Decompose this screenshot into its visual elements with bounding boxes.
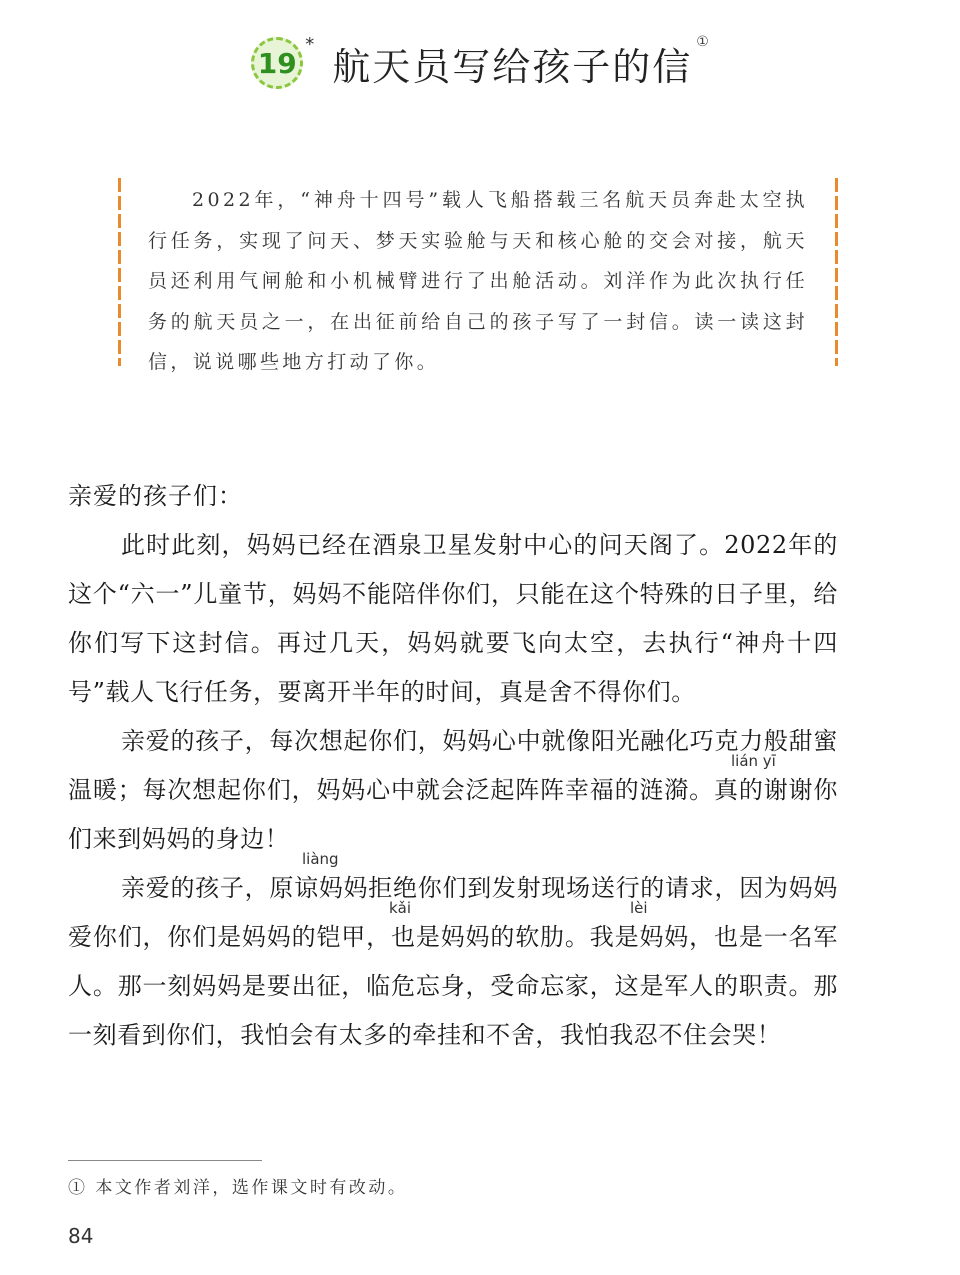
prompt-right-border [835, 178, 838, 366]
reading-prompt-text: 2022年，“神舟十四号”载人飞船搭载三名航天员奔赴太空执行任务，实现了问天、梦天实验舱与天和核心舱的交会对接，航天员还利用气闸舱和小机械臂进行了出舱活动。刘洋作为此次执行任务的航天员之一，在出征前给自己的孩子写了一封信。读一读这封信，说说哪些地方打动了你。 [148, 189, 808, 373]
prompt-left-border [118, 178, 121, 366]
pinyin-lianyi: lián yī [731, 752, 776, 770]
pinyin-lei: lèi [630, 899, 648, 917]
self-study-mark: * [305, 34, 315, 55]
letter-paragraph-2: 亲爱的孩子，每次想起你们，妈妈心中就像阳光融化巧克力般甜蜜温暖；每次想起你们，妈妈心中就会泛起阵阵幸福的涟漪。真的谢谢你们来到妈妈的身边！ [68, 727, 838, 853]
pinyin-kai: kǎi [389, 899, 412, 917]
letter-salutation: 亲爱的孩子们： [68, 482, 243, 510]
footnote: ① 本文作者刘洋，选作课文时有改动。 [68, 1178, 408, 1198]
letter-paragraph-1: 此时此刻，妈妈已经在酒泉卫星发射中心的问天阁了。2022年的这个“六一”儿童节，妈妈不能陪伴你们，只能在这个特殊的日子里，给你们写下这封信。再过几天，妈妈就要飞向太空，去执行“神舟十四号”载人飞行任务，要离开半年的时间，真是舍不得你们。 [68, 531, 838, 706]
letter-body [68, 472, 838, 1060]
lesson-number: 19 [257, 46, 297, 80]
footnote-divider [68, 1160, 262, 1161]
letter-paragraph-3: 亲爱的孩子，原谅妈妈拒绝你们到发射现场送行的请求，因为妈妈爱你们，你们是妈妈的铠甲，也是妈妈的软肋。我是妈妈，也是一名军人。那一刻妈妈是要出征，临危忘身，受命忘家，这是军人的职责。那一刻看到你们，我怕会有太多的牵挂和不舍，我怕我忍不住会哭！ [68, 874, 838, 1049]
page-title: 航天员写给孩子的信 [332, 44, 693, 89]
reading-prompt-box [118, 178, 838, 373]
footnote-reference: ① [696, 34, 709, 50]
lesson-number-badge [251, 37, 303, 89]
lesson-title [0, 28, 960, 98]
pinyin-liang: liàng [302, 850, 339, 868]
page-number: 84 [68, 1224, 94, 1248]
